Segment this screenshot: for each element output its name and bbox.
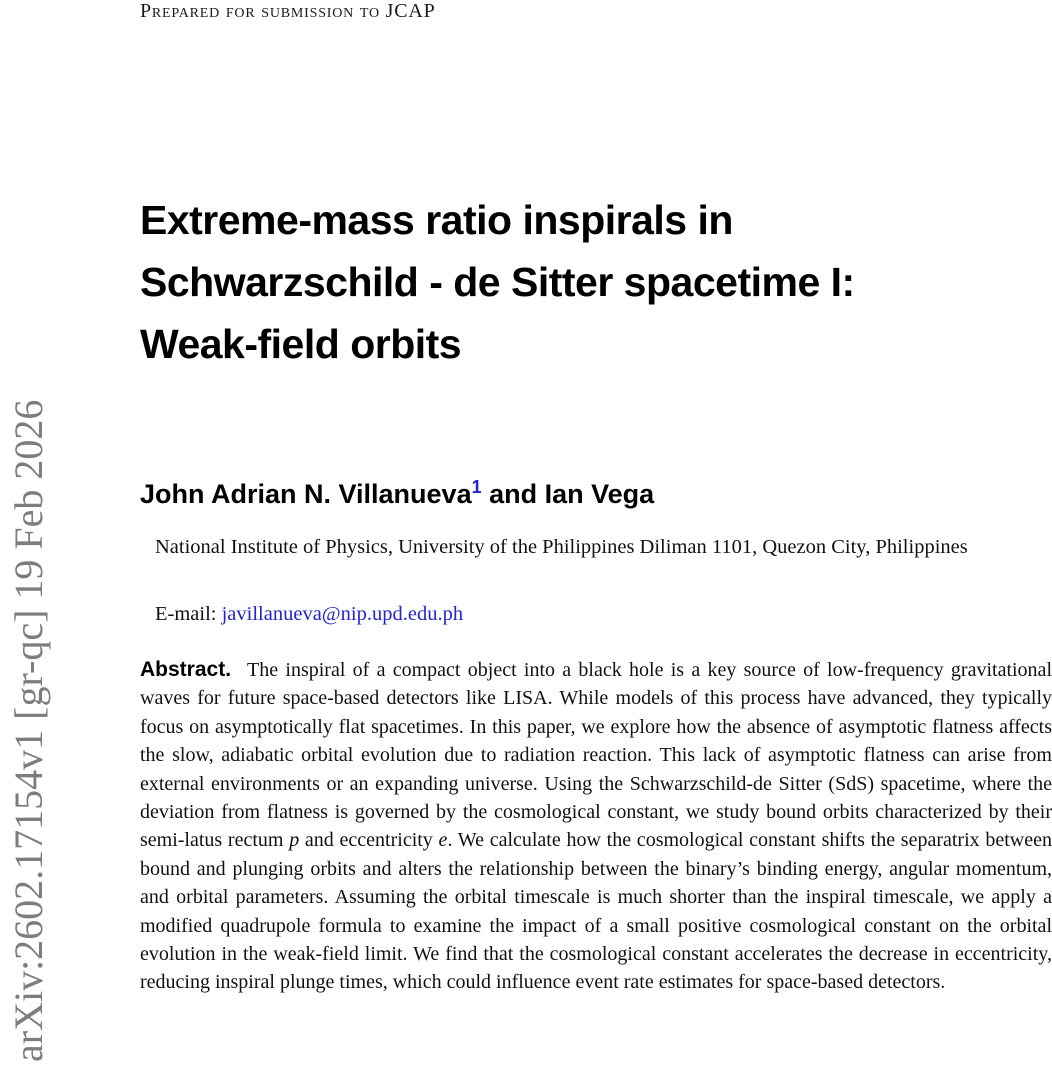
abstract-segment: The inspiral of a compact object into a black hole is a key source of low-frequency gravitational waves for future space-based detectors like LISA. While models of this process have advanced, they typically focus on asymptotically flat spacetimes. In this paper, we explore how the absence of asymptotic flatness affects the slow, adiabatic orbital evolution due to radiation reaction. This lack of asymptotic flatness can arise from external environments or an expanding universe. Using the Schwarzschild-de Sitter (SdS) spacetime, where the deviation from flatness is governed by the cosmological constant, we study bound orbits characterized by their semi-latus rectum [140,659,1052,852]
affiliation-text: National Institute of Physics, University of the Philippines Diliman 1101, Quezon City, Philippines [155,536,968,558]
journal-submission-header: Prepared for submission to JCAP [140,0,436,22]
paper-title-line-2: Schwarzschild - de Sitter spacetime I: [140,259,855,305]
abstract-label: Abstract. [140,658,232,681]
abstract-segment: and eccentricity [299,829,439,852]
abstract-math-symbol-p: p [289,829,300,852]
abstract-paragraph [140,656,1052,997]
author-name-2: Ian Vega [544,479,655,509]
email-link[interactable]: javillanueva@nip.upd.edu.ph [221,603,464,625]
arxiv-watermark: arXiv:2602.17154v1 [gr-qc] 19 Feb 2026 [6,399,51,1062]
abstract-segment: . We calculate how the cosmological constant shifts the separatrix between bound and plunging orbits and alters the relationship between the binary’s binding energy, angular momentum, and orbital parameters. Assuming the orbital timescale is much shorter than the inspiral timescale, we apply a modified quadrupole formula to examine the impact of a small positive cosmological constant on the orbital evolution in the weak-field limit. We find that the cosmological constant accelerates the decrease in eccentricity, reducing inspiral plunge times, which could influence event rate estimates for space-based detectors. [140,829,1052,994]
email-label: E-mail: [155,603,222,625]
affiliation-footnote-mark[interactable]: 1 [471,477,482,497]
paper-title [140,189,1052,375]
paper-title-line-3: Weak-field orbits [140,321,462,367]
author-name-1: John Adrian N. Villanueva [140,479,472,509]
email-line [155,603,463,626]
authors-connector: and [481,479,545,509]
paper-title-line-1: Extreme-mass ratio inspirals in [140,197,733,243]
authors-line [140,479,654,510]
abstract-math-symbol-e: e [438,829,448,852]
